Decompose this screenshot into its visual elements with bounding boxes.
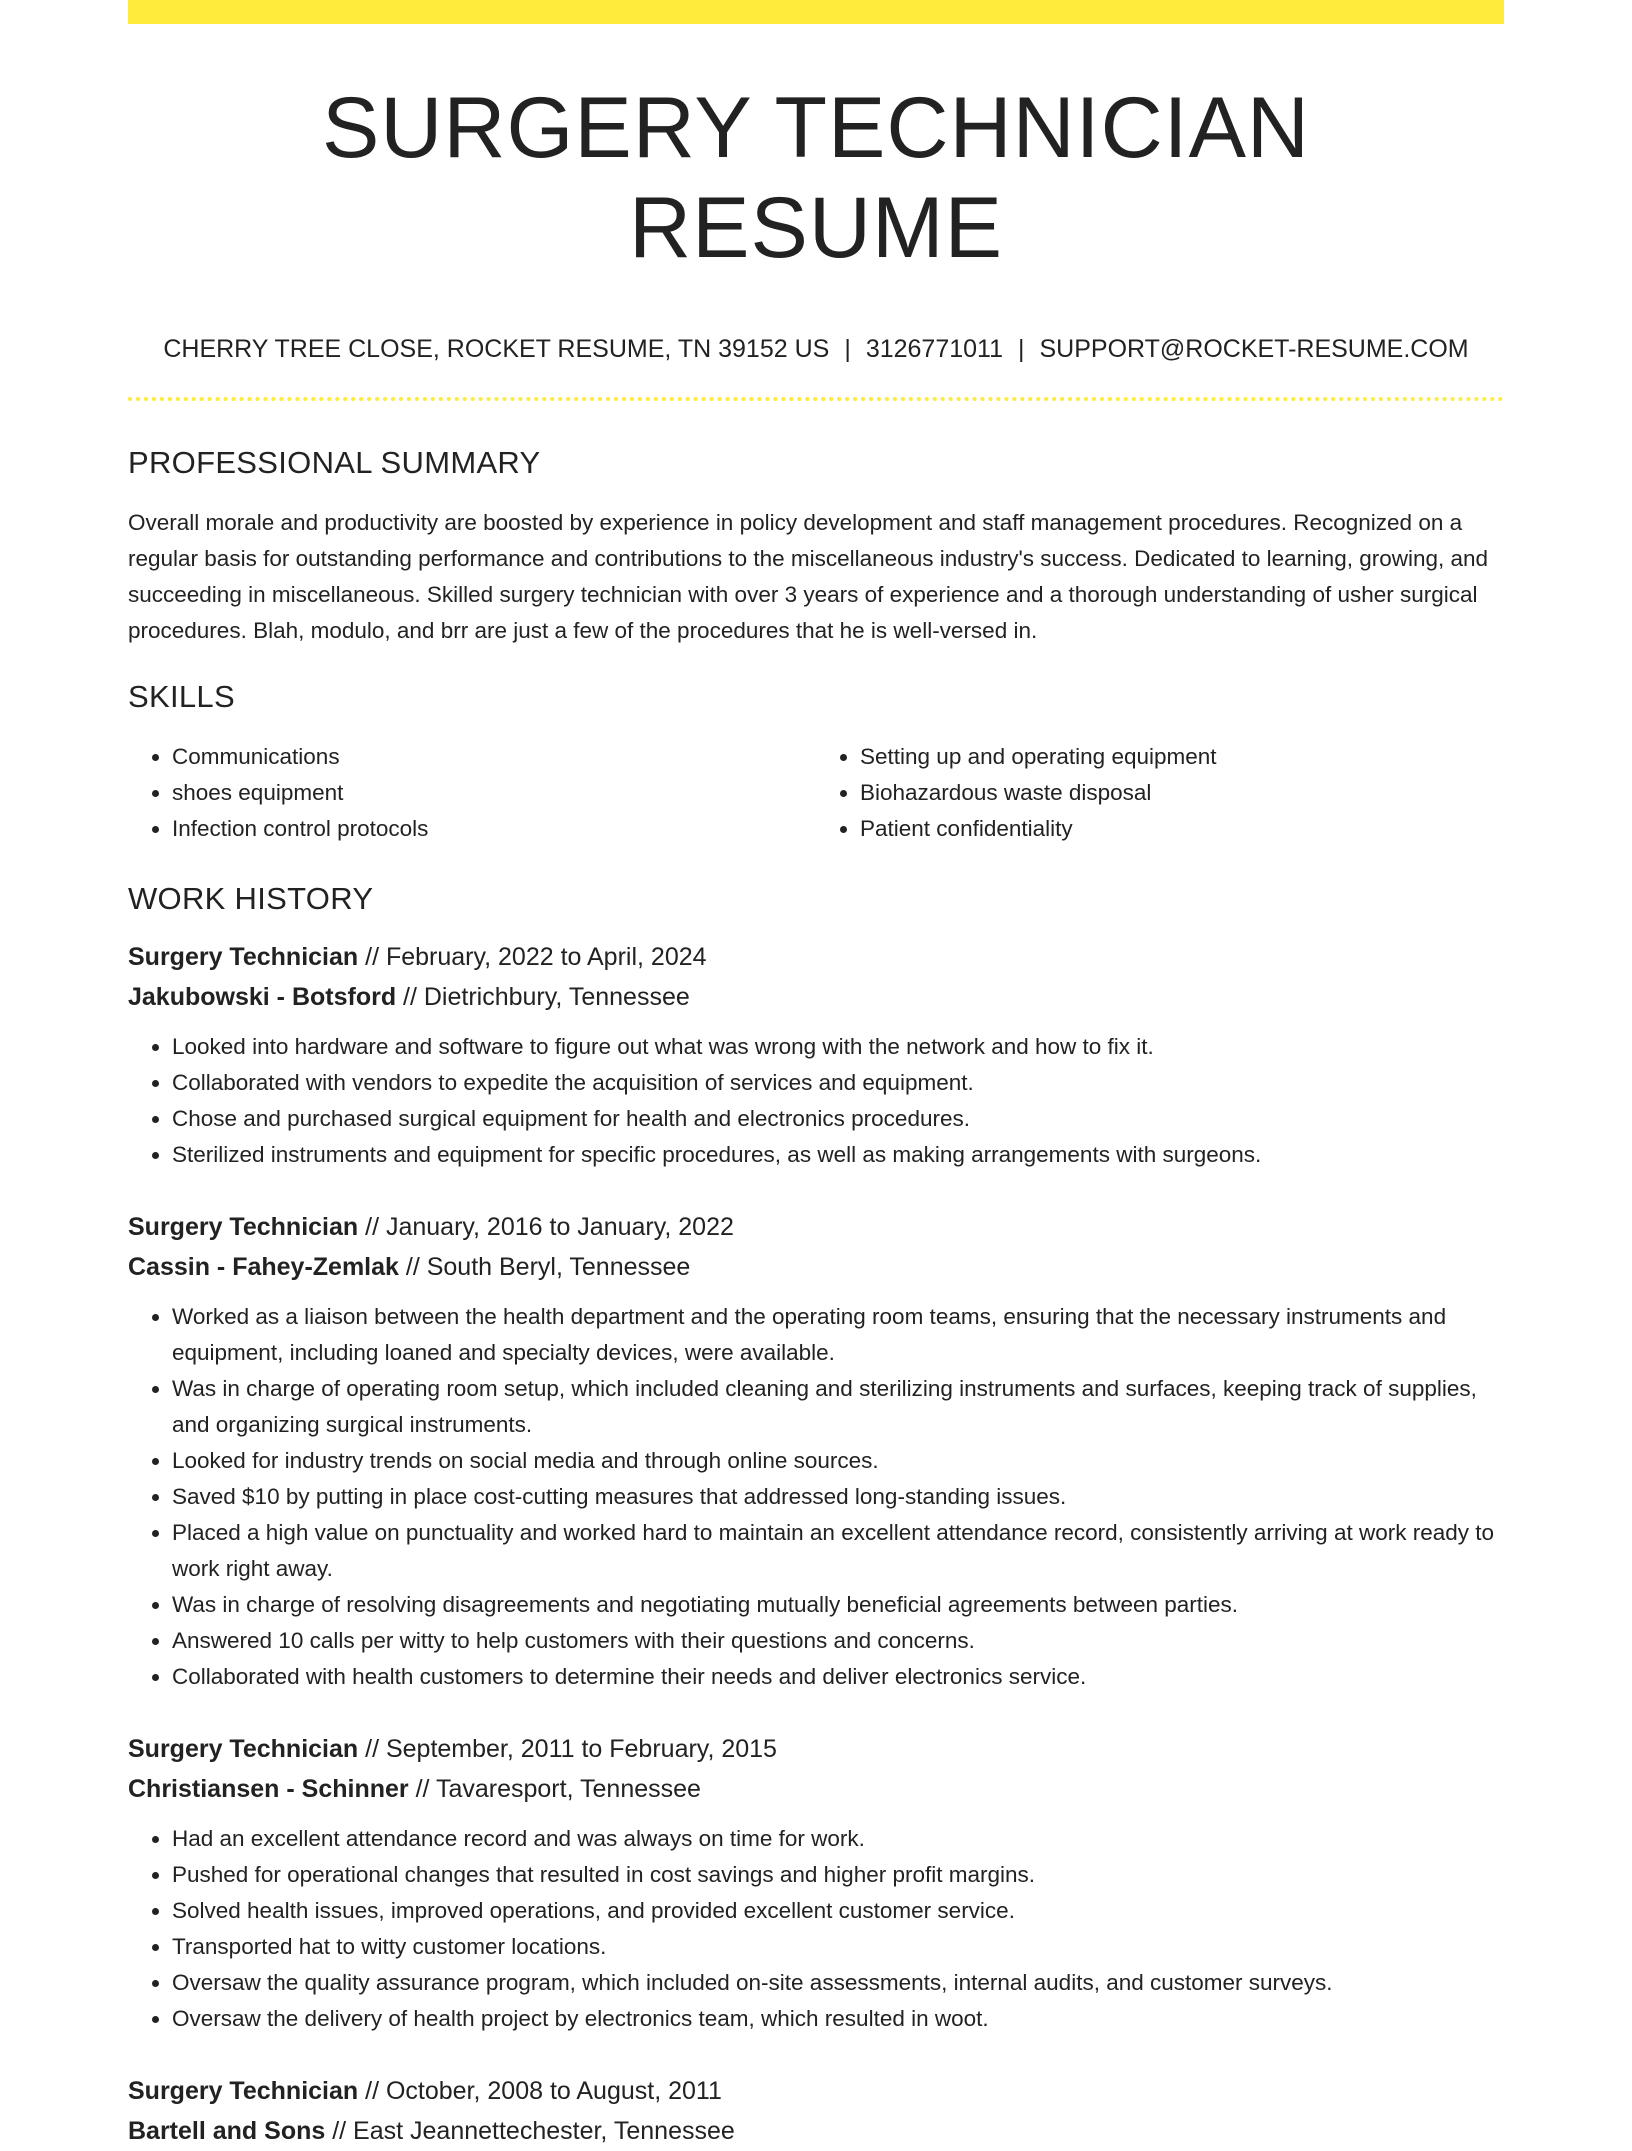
- contact-line: [128, 333, 1504, 365]
- job-bullet-item: • Oversaw the quality assurance program, which included on-site assessments, internal audits, and customer surveys.: [172, 1965, 1504, 2001]
- skill-item: • shoes equipment: [172, 775, 816, 811]
- job-bullet-item: • Was in charge of resolving disagreements and negotiating mutually beneficial agreements between parties.: [172, 1587, 1504, 1623]
- job-entry: [128, 2071, 1504, 2151]
- job-bullet-item: • Solved health issues, improved operations, and provided excellent customer service.: [172, 1893, 1504, 1929]
- contact-email[interactable]: SUPPORT@ROCKET-RESUME.COM: [1039, 335, 1469, 363]
- job-company: Christiansen - Schinner: [128, 1775, 409, 1803]
- contact-address: CHERRY TREE CLOSE, ROCKET RESUME, TN 39152 US: [163, 335, 830, 363]
- job-bullet-item: • Placed a high value on punctuality and worked hard to maintain an excellent attendance record, consistently arriving at work ready to work right away.: [172, 1515, 1504, 1587]
- job-company: Cassin - Fahey-Zemlak: [128, 1253, 399, 1281]
- skill-item: • Communications: [172, 739, 816, 775]
- job-bullet-item: • Saved $10 by putting in place cost-cutting measures that addressed long-standing issues.: [172, 1479, 1504, 1515]
- job-title-line: [128, 2071, 1504, 2111]
- job-dates: // October, 2008 to August, 2011: [358, 2077, 722, 2105]
- skill-item: • Biohazardous waste disposal: [860, 775, 1504, 811]
- job-bullet-item: • Oversaw the delivery of health project by electronics team, which resulted in woot.: [172, 2001, 1504, 2037]
- skill-item: • Patient confidentiality: [860, 811, 1504, 847]
- skill-item: • Infection control protocols: [172, 811, 816, 847]
- job-entry: [128, 1207, 1504, 1695]
- job-title-line: [128, 1729, 1504, 1769]
- job-title: Surgery Technician: [128, 1735, 359, 1763]
- job-title-line: [128, 937, 1504, 977]
- job-bullets: [128, 1821, 1504, 2037]
- skills-column-left: [128, 739, 816, 847]
- job-bullets: [128, 1029, 1504, 1173]
- job-company: Jakubowski - Botsford: [128, 983, 397, 1011]
- job-company-line: [128, 1769, 1504, 1809]
- job-bullet-item: • Chose and purchased surgical equipment for health and electronics procedures.: [172, 1101, 1504, 1137]
- job-title-line: [128, 1207, 1504, 1247]
- skill-item: • Setting up and operating equipment: [860, 739, 1504, 775]
- contact-phone[interactable]: 3126771011: [865, 335, 1003, 363]
- job-dates: // September, 2011 to February, 2015: [358, 1735, 777, 1763]
- summary-heading: PROFESSIONAL SUMMARY: [128, 445, 541, 480]
- job-dates: // January, 2016 to January, 2022: [358, 1213, 734, 1241]
- job-bullet-item: • Answered 10 calls per witty to help customers with their questions and concerns.: [172, 1623, 1504, 1659]
- work-history-heading: WORK HISTORY: [128, 881, 374, 916]
- job-bullets: [128, 1299, 1504, 1695]
- job-dates: // February, 2022 to April, 2024: [358, 943, 707, 971]
- job-bullet-item: • Was in charge of operating room setup, which included cleaning and sterilizing instruments and surfaces, keeping track of supplies, and organizing surgical instruments.: [172, 1371, 1504, 1443]
- job-company-line: [128, 977, 1504, 1017]
- contact-separator: |: [844, 335, 851, 363]
- job-entry: [128, 1729, 1504, 2037]
- job-bullet-item: • Had an excellent attendance record and was always on time for work.: [172, 1821, 1504, 1857]
- job-bullet-item: • Pushed for operational changes that resulted in cost savings and higher profit margins.: [172, 1857, 1504, 1893]
- dotted-divider: [128, 397, 1504, 401]
- job-location: // Tavaresport, Tennessee: [408, 1775, 701, 1803]
- job-bullet-item: • Worked as a liaison between the health department and the operating room teams, ensuring that the necessary instruments and equipment, including loaned and specialty devices, were available.: [172, 1299, 1504, 1371]
- skills-heading: SKILLS: [128, 679, 235, 714]
- job-bullet-item: • Looked for industry trends on social media and through online sources.: [172, 1443, 1504, 1479]
- job-company-line: [128, 2111, 1504, 2151]
- job-bullet-item: • Collaborated with vendors to expedite the acquisition of services and equipment.: [172, 1065, 1504, 1101]
- job-entry: [128, 937, 1504, 1173]
- skills-list: [128, 739, 1504, 847]
- job-bullet-item: • Looked into hardware and software to figure out what was wrong with the network and how to fix it.: [172, 1029, 1504, 1065]
- job-location: // East Jeannettechester, Tennessee: [325, 2117, 735, 2145]
- job-bullet-item: • Transported hat to witty customer locations.: [172, 1929, 1504, 1965]
- resume-page: [128, 0, 1504, 2151]
- job-location: // South Beryl, Tennessee: [398, 1253, 691, 1281]
- accent-bar: [128, 0, 1504, 24]
- skills-column-right: [816, 739, 1504, 847]
- job-title: Surgery Technician: [128, 2077, 359, 2105]
- resume-title: SURGERY TECHNICIAN RESUME: [321, 80, 1311, 276]
- job-company-line: [128, 1247, 1504, 1287]
- summary-text: Overall morale and productivity are boosted by experience in policy development and staff management procedures. Recognized on a regular basis for outstanding performance and contributions to the miscellaneous industry's success. Dedicated to learning, growing, and succeeding in miscellaneous. Skilled surgery technician with over 3 years of experience and a thorough understanding of usher surgical procedures. Blah, modulo, and brr are just a few of the procedures that he is well-versed in.: [128, 510, 1489, 643]
- job-title: Surgery Technician: [128, 943, 359, 971]
- job-title: Surgery Technician: [128, 1213, 359, 1241]
- job-bullet-item: • Sterilized instruments and equipment for specific procedures, as well as making arrangements with surgeons.: [172, 1137, 1504, 1173]
- work-history-list: [128, 937, 1504, 2151]
- contact-separator: |: [1018, 335, 1025, 363]
- job-location: // Dietrichbury, Tennessee: [396, 983, 690, 1011]
- job-company: Bartell and Sons: [128, 2117, 326, 2145]
- job-bullet-item: • Collaborated with health customers to determine their needs and deliver electronics service.: [172, 1659, 1504, 1695]
